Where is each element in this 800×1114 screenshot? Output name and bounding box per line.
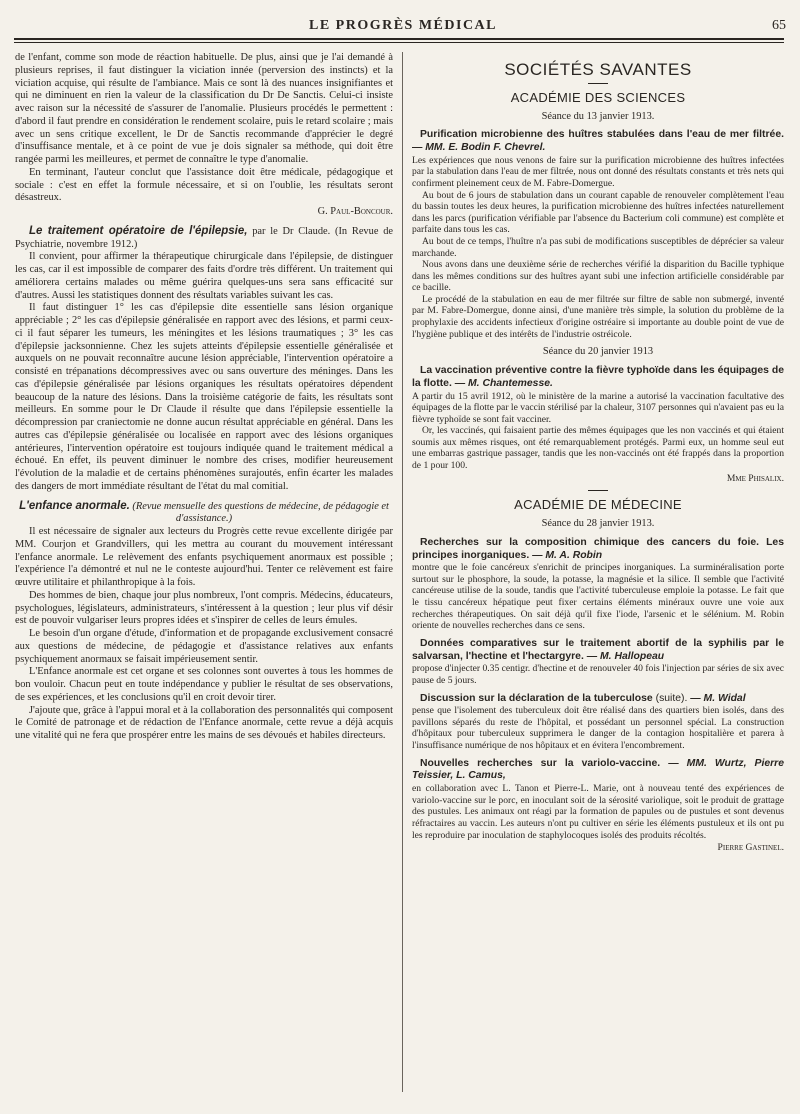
paragraph: montre que le foie cancéreux s'enrichit de principes inorganiques. La surminéralisation porte surtout sur le phosphore, la soude, la potasse, la magnésie et la silice. Il semble que l'activité cancéreuse utilise de la soude, tandis que l'activité tuberculeuse emploie la potasse. Le fait que le tissu cancéreux hépatique peut fixer certains éléments minéraux ouvre une voie aux recherches thérapeutiques. On sait déjà qu'il fixe l'iode, l'arsenic et le sélénium. M. Robin oriente de nouvelles recherches dans ce sens. bbox=[412, 562, 784, 632]
paper-title: Nouvelles recherches sur la variolo-vaccine. — MM. Wurtz, Pierre Teissier, L. Camus, bbox=[412, 757, 784, 782]
review-reference: par le Dr Claude. (In Revue de Psychiatrie, novembre 1912.) bbox=[15, 225, 393, 250]
signature: G. Paul-Boncour. bbox=[317, 206, 393, 217]
session-date: Séance du 28 janvier 1913. bbox=[541, 518, 655, 529]
paragraph: A partir du 15 avril 1912, où le ministère de la marine a autorisé la vaccination facultative des équipages de la flotte par le vaccin stérilisé par la chaleur, 3107 personnes qui n'avaient pas eu la fièvre typhoïde se sont fait vacciner. bbox=[412, 390, 784, 425]
paper-collaboration: en collaboration avec L. Tanon et Pierre-L. Marie, bbox=[412, 783, 619, 795]
paper-authors: M. Hallopeau bbox=[600, 650, 665, 662]
section-heading: SOCIÉTÉS SAVANTES bbox=[504, 60, 692, 79]
paragraph: Les expériences que nous venons de faire sur la purification microbienne des huîtres infectées par la stabulation dans l'eau de mer filtrée, nous ont donné des résultats constants et très nets qui confirment pleinement ceux de M. Fabre-Domergue. bbox=[412, 154, 784, 189]
paper-title-text: Discussion sur la déclaration de la tuberculose bbox=[420, 692, 653, 704]
page-number: 65 bbox=[772, 18, 786, 33]
paper-body bbox=[412, 391, 784, 485]
paper-body bbox=[412, 783, 784, 854]
review-title: L'enfance anormale. bbox=[19, 499, 130, 512]
paragraph: Le procédé de la stabulation en eau de mer filtrée sur filtre de sable non submergé, inventé par M. Fabre-Domergue, donne ainsi, d'une manière très simple, la solution du problème de la prophylaxie des accidents infectieux d'origine ostréaire si importante au double point de vue de l'hygiène publique et des intérêts de l'industrie ostréicole. bbox=[412, 293, 784, 340]
paper-authors: M. Chantemesse. bbox=[468, 377, 553, 389]
review-reference: (Revue mensuelle des questions de médecine, de pédagogie et d'assistance.) bbox=[129, 500, 389, 525]
paragraph: pense que l'isolement des tuberculeux doit être réalisé dans des quartiers bien isolés, dans des pavillons séparés du reste de l'hôpital, et possédant un personnel spécial. La construction d'hôpitaux pour tuberculeux supprimera le danger de la contagion hospitalière et parera à l'insuffisance numérique de nos hôpitaux et en évitera l'encombrement. bbox=[412, 705, 784, 752]
academy-heading: ACADÉMIE DE MÉDECINE bbox=[514, 497, 682, 513]
review-heading bbox=[15, 500, 393, 527]
paragraph: de l'enfant, comme son mode de réaction habituelle. De plus, ainsi que je l'ai demandé à plusieurs reprises, il faut distinguer la viciation innée (perversion des instincts) et la viciation acquise, qui résulte de l'ambiance. Mais ce sont là des nuances insignifiantes et qui ne diminuent en rien la valeur de la classification du Dr De Sanctis. Celui-ci insiste avec raison sur la nécessité de s'assurer de l'anomalie. Plusieurs procédés le permettent : d'abord il faut prendre en considération le rendement scolaire, puis le retard scolaire ; mais avec un sens critique excellent, le Dr de Sanctis recommande d'apprécier le degré d'insuffisance mentale, et à ce point de vue je dois signaler sa méthode, qui doit être rangée parmi les meilleures, et permet de connaître le type d'anomalie. bbox=[15, 52, 393, 165]
header-rule-thin bbox=[14, 42, 784, 43]
paper-title: Purification microbienne des huîtres stabulées dans l'eau de mer filtrée. — MM. E. Bodin F. Chevrel. bbox=[412, 129, 784, 153]
paper-authors: M. Widal bbox=[703, 692, 746, 704]
paper-title-text: Nouvelles recherches sur la variolo-vaccine. bbox=[420, 757, 661, 769]
paragraph: Le besoin d'un organe d'étude, d'information et de propagande exclusivement consacré aux questions de médecine, de pédagogie et d'assistance relatives aux enfants psychiquement anormaux se faisait impérieusement sentir. bbox=[15, 628, 393, 665]
right-column bbox=[412, 52, 784, 854]
short-rule bbox=[588, 83, 608, 84]
paper-title-text: Recherches sur la composition chimique des cancers du foie. Les principes inorganiques. bbox=[412, 536, 784, 561]
header-rule bbox=[14, 38, 784, 40]
paragraph: Des hommes de bien, chaque jour plus nombreux, l'ont compris. Médecins, éducateurs, psychologues, législateurs, administrateurs, s'intéressent à la question ; leur plus vif désir est de pouvoir vulgariser leurs propres idées et s'inspirer de celles de leurs émules. bbox=[15, 589, 393, 627]
paragraph: Au bout de ce temps, l'huître n'a pas subi de modifications susceptibles de déprécier sa valeur marchande. bbox=[412, 235, 784, 259]
column-divider bbox=[402, 52, 403, 1092]
paper-body bbox=[412, 562, 784, 632]
paragraph: Il convient, pour affirmer la thérapeutique chirurgicale dans l'épilepsie, de distinguer les cas, car il est impossible de comparer des faits d'ordre très différent. Un traitement qui améliorera certains malades ou même guérira quelques-uns sera sans efficacité sur d'autres. Aussi les statistiques donnent des résultats variables suivant les cas. bbox=[15, 251, 393, 301]
paper-title: Recherches sur la composition chimique des cancers du foie. Les principes inorganiques. — M. A. Robin bbox=[412, 536, 784, 561]
paper-body-text: ont à nouveau tenté des expériences de variolo-vaccine sur le porc, en inoculant soit de la sérosité variolique, soit le produit de grattage des pustules. Les animaux ont réagi par la formation de papules ou de pustules et sont devenus réfractaires au vaccin. Les auteurs n'ont pu cultiver en série les éléments pustuleux et ils ont pu les reproduire par inoculation de staphylocoques isolés des produits récoltés. bbox=[412, 783, 784, 841]
paper-body bbox=[412, 155, 784, 341]
paper-title-text: Purification microbienne des huîtres stabulées dans l'eau de mer filtrée. bbox=[420, 129, 784, 141]
paragraph: propose d'injecter 0.35 centigr. d'hectine et de renouveler 40 fois l'injection par séries de six avec pause de 5 jours. bbox=[412, 663, 785, 686]
paragraph: L'Enfance anormale est cet organe et ses colonnes sont ouvertes à tous les hommes de bon vouloir. Chacun peut en toute indépendance y publier le résultat de ses observations, de ses expériences, et les conclusions qu'il en croit devoir tirer. bbox=[15, 666, 393, 703]
review-heading bbox=[15, 225, 393, 252]
review-title: Le traitement opératoire de l'épilepsie, bbox=[29, 224, 248, 237]
paragraph: J'ajoute que, grâce à l'appui moral et à la collaboration des personnalités qui composent le Comité de patronage et de rédaction de l'Enfance anormale, cette revue a déjà acquis une vitalité qui ne fera que prospérer entre les mains de ses dévoués et habiles directeurs. bbox=[15, 704, 393, 741]
paragraph: Il faut distinguer 1° les cas d'épilepsie dite essentielle sans lésion organique appréciable ; 2° les cas d'épilepsie généralisée en rapport avec des lésions, et parmi ceux-ci il faut séparer les tumeurs, les méningites et les lésions traumatiques ; 3° les cas d'épilepsie jacksonnienne. Chez les sujets atteints d'épilepsie essentielle généralisée et auxquels on ne pouvait reconnaître aucune lésion appréciable, l'intervention opératoire a consisté en trépanations décompressives avec ou sans ouverture des méninges. Dans les cas d'épilepsie généralisée par lésions organiques les résultats opératoires dépendent beaucoup de la nature des lésions. Dans la troisième catégorie de faits, les résultats sont meilleurs. En somme pour le Dr Claude il résulte que dans l'épilepsie essentielle la décompression par craniectomie ne donne aucun résultat appréciable en général. Dans les autres cas d'épilepsie généralisée ou localisée en rapport avec des lésions organiques antérieures, l'intervention opératoire est toujours indiquée quand le traitement médical a échoué. En effet, ils peuvent diminuer le nombre des crises, modifier heureusement l'évolution de la maladie et de certains phénomènes surajoutés, enfin écarter les malades des dangers de mort immédiate résultant de l'état du mal comitial. bbox=[15, 302, 393, 492]
paper-title: Discussion sur la déclaration de la tuberculose (suite). — M. Widal bbox=[420, 692, 746, 704]
signature: Pierre Gastinel. bbox=[717, 842, 784, 854]
paper-title: Données comparatives sur le traitement abortif de la syphilis par le salvarsan, l'hectine et l'hectargyre. — M. Hallopeau bbox=[412, 637, 784, 662]
academy-heading: ACADÉMIE DES SCIENCES bbox=[510, 89, 686, 105]
session-date: Séance du 13 janvier 1913. bbox=[541, 110, 655, 122]
paper-authors: M. A. Robin bbox=[545, 549, 603, 561]
paragraph: En terminant, l'auteur conclut que l'assistance doit être médicale, pédagogique et sociale : c'est en effet la formule nécessaire, et si on l'oublie, les résultats seront désastreux. bbox=[15, 166, 393, 204]
paper-title: La vaccination préventive contre la fièvre typhoïde dans les équipages de la flotte. — M. Chantemesse. bbox=[412, 365, 784, 389]
short-rule bbox=[588, 490, 608, 491]
paper-body bbox=[412, 705, 784, 751]
paragraph: Au bout de 6 jours de stabulation dans un courant capable de renouveler complètement l'eau du bassin toutes les deux heures, la purification microbienne des huîtres infectées naturellement dans les parcs (purification vérifiable par l'absence du Bacterium coli commune) est complète et parfaite dans tous les cas. bbox=[412, 189, 784, 236]
paper-title-text: Données comparatives sur le traitement abortif de la syphilis par le salvarsan, l'hectine et l'hectargyre. bbox=[412, 637, 784, 662]
session-date: Séance du 20 janvier 1913 bbox=[542, 346, 654, 358]
running-title: LE PROGRÈS MÉDICAL bbox=[308, 18, 498, 33]
paper-title-text: La vaccination préventive contre la fièvre typhoïde dans les équipages de la flotte. bbox=[412, 365, 784, 389]
paragraph: Il est nécessaire de signaler aux lecteurs du Progrès cette revue excellente dirigée par MM. Courjon et Grandvillers, qui les mettra au courant du mouvement intéressant l'enfance anormale. Le relèvement des enfants psychiquement anormaux est possible ; l'expérience l'a démontré et nul ne le conteste aujourd'hui. Tenter ce relèvement est faire œuvre utilitaire et philanthropique à la fois. bbox=[15, 526, 393, 588]
paragraph: Or, les vaccinés, qui faisaient partie des mêmes équipages que les non vaccinés et qui étaient soumis aux mêmes risques, ont été remarquablement protégés. Parmi eux, un homme seul eut une embarras gastrique passager, tandis que les non-vaccinés ont été frappés dans la proportion de 1 pour 100. bbox=[412, 425, 784, 472]
paper-authors: MM. E. Bodin F. Chevrel. bbox=[425, 142, 546, 153]
paragraph bbox=[412, 783, 784, 841]
paper-body bbox=[412, 663, 784, 686]
left-column bbox=[15, 52, 393, 743]
paper-suite: (suite). bbox=[655, 692, 688, 704]
paragraph: Nous avons dans une deuxième série de recherches vérifié la disparition du Bacille typhique dans les mêmes conditions sur des huîtres ayant subi une infection artificielle considérable par ce bacille. bbox=[412, 259, 784, 294]
paper-authors: MM. Wurtz, Pierre Teissier, L. Camus, bbox=[412, 757, 784, 782]
signature: Mme Phisalix. bbox=[726, 472, 784, 484]
